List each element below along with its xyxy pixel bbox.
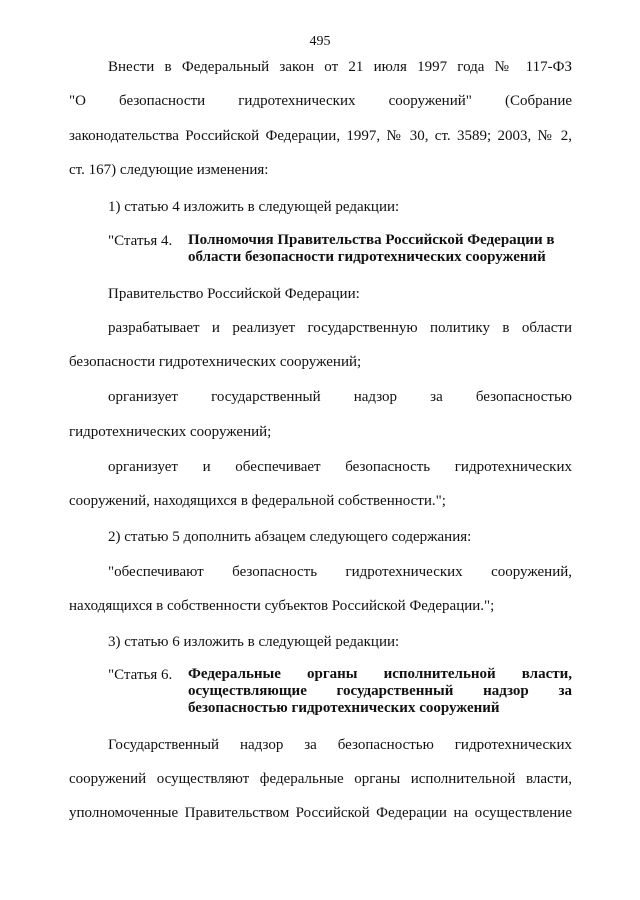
paragraph-line: Внести в Федеральный закон от 21 июля 1997 года № 117-ФЗ: [108, 59, 572, 75]
paragraph-line: уполномоченные Правительством Российской Федерации на осуществление: [69, 805, 572, 821]
paragraph-line: разрабатывает и реализует государственную политику в области: [108, 320, 572, 336]
article-4-title: [188, 232, 572, 266]
paragraph-line: ст. 167) следующие изменения:: [69, 162, 269, 178]
paragraph-line: 1) статью 4 изложить в следующей редакции:: [108, 199, 400, 215]
article-title-line: области безопасности гидротехнических сооружений: [188, 249, 546, 265]
paragraph-line: организует и обеспечивает безопасность гидротехнических: [108, 459, 572, 475]
paragraph-line: гидротехнических сооружений;: [69, 424, 272, 440]
paragraph-line: "обеспечивают безопасность гидротехнических сооружений,: [108, 564, 572, 580]
article-title-line: осуществляющие государственный надзор за: [188, 683, 572, 699]
paragraph-line: безопасности гидротехнических сооружений;: [69, 354, 362, 370]
paragraph-line: находящихся в собственности субъектов Российской Федерации.";: [69, 598, 495, 614]
article-6-title: [188, 666, 572, 717]
article-6-label: "Статья 6.: [108, 667, 173, 683]
paragraph-line: сооружений осуществляют федеральные органы исполнительной власти,: [69, 771, 572, 787]
paragraph-line: сооружений, находящихся в федеральной собственности.";: [69, 493, 446, 509]
paragraph-line: Правительство Российской Федерации:: [108, 286, 360, 302]
article-4-label: "Статья 4.: [108, 233, 173, 249]
paragraph-line: законодательства Российской Федерации, 1997, № 30, ст. 3589; 2003, № 2,: [69, 128, 572, 144]
paragraph-line: организует государственный надзор за безопасностью: [108, 389, 572, 405]
paragraph-line: "О безопасности гидротехнических сооружений" (Собрание: [69, 93, 572, 109]
paragraph-line: Государственный надзор за безопасностью гидротехнических: [108, 737, 572, 753]
article-title-line: Полномочия Правительства Российской Федерации в: [188, 232, 555, 248]
page-number: 495: [309, 34, 331, 49]
article-title-line: Федеральные органы исполнительной власти,: [188, 666, 572, 682]
paragraph-line: 3) статью 6 изложить в следующей редакции:: [108, 634, 400, 650]
article-title-line: безопасностью гидротехнических сооружений: [188, 700, 500, 716]
paragraph-line: 2) статью 5 дополнить абзацем следующего содержания:: [108, 529, 472, 545]
